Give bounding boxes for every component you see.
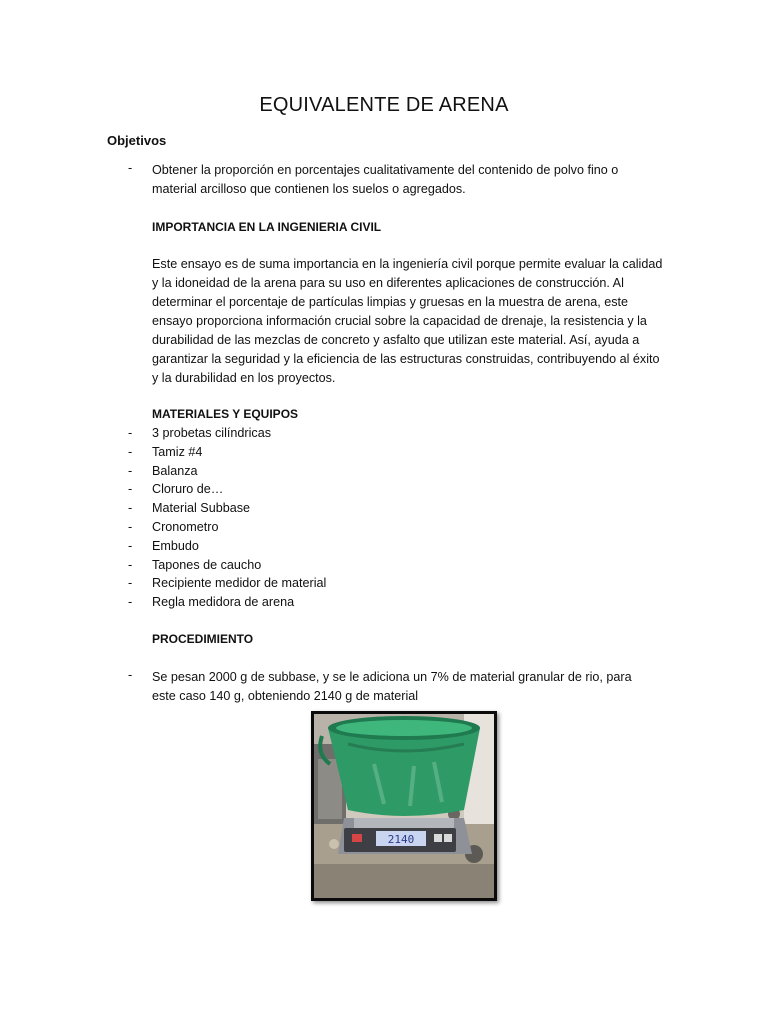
objective-text: Obtener la proporción en porcentajes cualitativamente del contenido de polvo fino o material arcilloso que contienen los suelos o agregados. bbox=[152, 163, 619, 196]
objectives-heading: Objetivos bbox=[107, 133, 167, 148]
list-item: - Tapones de caucho bbox=[128, 557, 262, 572]
importance-paragraph: Este ensayo es de suma importancia en la ingeniería civil porque permite evaluar la calidad y la idoneidad de la arena para su uso en diferentes aplicaciones de construcción. Al determinar el porcentaje de partículas limpias y gruesas en la muestra de arena, este ensayo proporciona información crucial sobre la capacidad de drenaje, la resistencia y la durabilidad de las mezclas de concreto y asfalto que utilizan este material. Así, ayuda a garantizar la seguridad y la eficiencia de las estructuras construidas, contribuyendo al éxito y la durabilidad en los proyectos. bbox=[152, 257, 663, 385]
scale-display-text: 2140 bbox=[387, 833, 415, 846]
procedure-bullet: - bbox=[128, 668, 133, 682]
list-item: - Cloruro de… bbox=[128, 482, 224, 497]
list-item: - Material Subbase bbox=[128, 501, 251, 516]
procedure-step-text: Se pesan 2000 g de subbase, y se le adiciona un 7% de material granular de rio, para este caso 140 g, obteniendo 2140 g de material bbox=[152, 670, 632, 703]
list-item: - Cronometro bbox=[128, 519, 219, 534]
list-item: - 3 probetas cilíndricas bbox=[128, 426, 272, 440]
list-item: - Regla medidora de arena bbox=[128, 595, 295, 610]
bucket-on-scale-photo bbox=[311, 711, 497, 901]
importance-heading: IMPORTANCIA EN LA INGENIERIA CIVIL bbox=[152, 220, 382, 234]
materials-heading: MATERIALES Y EQUIPOS bbox=[152, 407, 299, 421]
materials-list bbox=[128, 424, 668, 612]
objective-bullet: - bbox=[128, 161, 133, 175]
list-item: - Balanza bbox=[128, 463, 198, 478]
list-item: - Recipiente medidor de material bbox=[128, 576, 327, 591]
document-title: EQUIVALENTE DE ARENA bbox=[259, 94, 509, 116]
procedure-heading: PROCEDIMIENTO bbox=[152, 632, 254, 646]
list-item: - Tamiz #4 bbox=[128, 444, 203, 459]
list-item: - Embudo bbox=[128, 538, 199, 553]
